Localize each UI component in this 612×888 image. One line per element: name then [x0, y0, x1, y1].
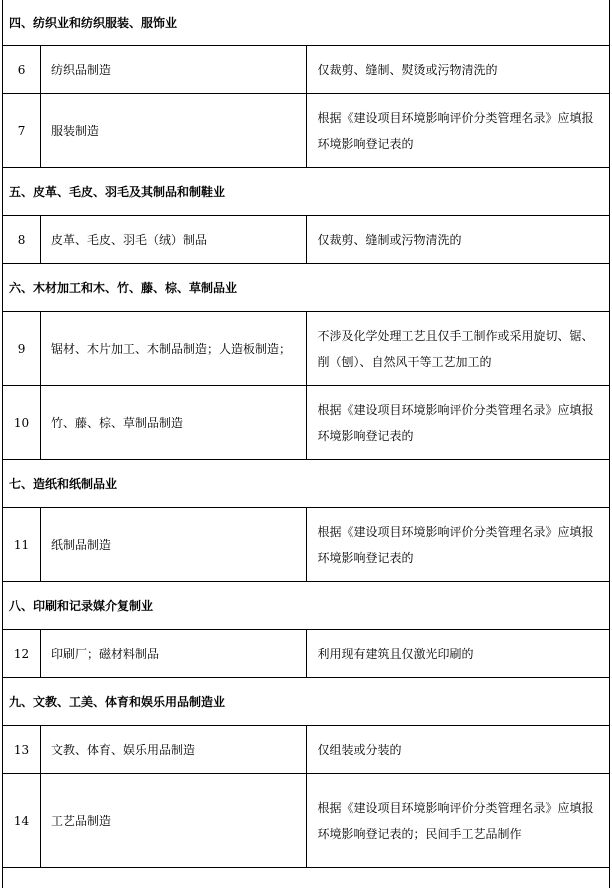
row-number: 11 [3, 508, 41, 582]
section-title: 八、印刷和记录媒介复制业 [3, 582, 610, 630]
row-number: 9 [3, 312, 41, 386]
condition-text: 不涉及化学处理工艺且仅手工制作或采用旋切、锯、削（刨）、自然风干等工艺加工的 [307, 312, 610, 386]
section-title: 九、文教、工美、体育和娱乐用品制造业 [3, 678, 610, 726]
table-row [3, 726, 610, 774]
industry-name: 竹、藤、棕、草制品制造 [41, 386, 307, 460]
table-row [3, 508, 610, 582]
section-title: 五、皮革、毛皮、羽毛及其制品和制鞋业 [3, 168, 610, 216]
industry-name: 工艺品制造 [41, 774, 307, 868]
row-number: 14 [3, 774, 41, 868]
condition-text: 仅裁剪、缝制、熨烫或污物清洗的 [307, 46, 610, 94]
condition-text: 根据《建设项目环境影响评价分类管理名录》应填报环境影响登记表的 [307, 386, 610, 460]
condition-text: 仅裁剪、缝制或污物清洗的 [307, 216, 610, 264]
row-number: 10 [3, 386, 41, 460]
section-header-row [3, 460, 610, 508]
industry-name: 皮革、毛皮、羽毛（绒）制品 [41, 216, 307, 264]
table-row [3, 312, 610, 386]
section-header-row [3, 264, 610, 312]
section-header-row [3, 0, 610, 46]
row-number: 7 [3, 94, 41, 168]
section-header-row [3, 678, 610, 726]
empty-cell [3, 868, 610, 888]
section-title: 七、造纸和纸制品业 [3, 460, 610, 508]
table-row [3, 94, 610, 168]
section-title: 四、纺织业和纺织服装、服饰业 [3, 0, 610, 46]
condition-text: 根据《建设项目环境影响评价分类管理名录》应填报环境影响登记表的；民间手工艺品制作 [307, 774, 610, 868]
section-title: 六、木材加工和木、竹、藤、棕、草制品业 [3, 264, 610, 312]
section-header-row [3, 582, 610, 630]
industry-name: 锯材、木片加工、木制品制造；人造板制造； [41, 312, 307, 386]
table-body [3, 0, 610, 888]
row-number: 8 [3, 216, 41, 264]
condition-text: 根据《建设项目环境影响评价分类管理名录》应填报环境影响登记表的 [307, 94, 610, 168]
industry-name: 服装制造 [41, 94, 307, 168]
section-header-row [3, 168, 610, 216]
industry-name: 纺织品制造 [41, 46, 307, 94]
row-number: 13 [3, 726, 41, 774]
industry-name: 纸制品制造 [41, 508, 307, 582]
industry-name: 印刷厂；磁材料制品 [41, 630, 307, 678]
row-number: 6 [3, 46, 41, 94]
table-row-continuation [3, 868, 610, 888]
condition-text: 根据《建设项目环境影响评价分类管理名录》应填报环境影响登记表的 [307, 508, 610, 582]
classification-table [2, 0, 610, 888]
condition-text: 仅组装或分装的 [307, 726, 610, 774]
row-number: 12 [3, 630, 41, 678]
table-row [3, 630, 610, 678]
table-row [3, 46, 610, 94]
table-row [3, 216, 610, 264]
table-row [3, 386, 610, 460]
condition-text: 利用现有建筑且仅激光印刷的 [307, 630, 610, 678]
table-row [3, 774, 610, 868]
industry-name: 文教、体育、娱乐用品制造 [41, 726, 307, 774]
